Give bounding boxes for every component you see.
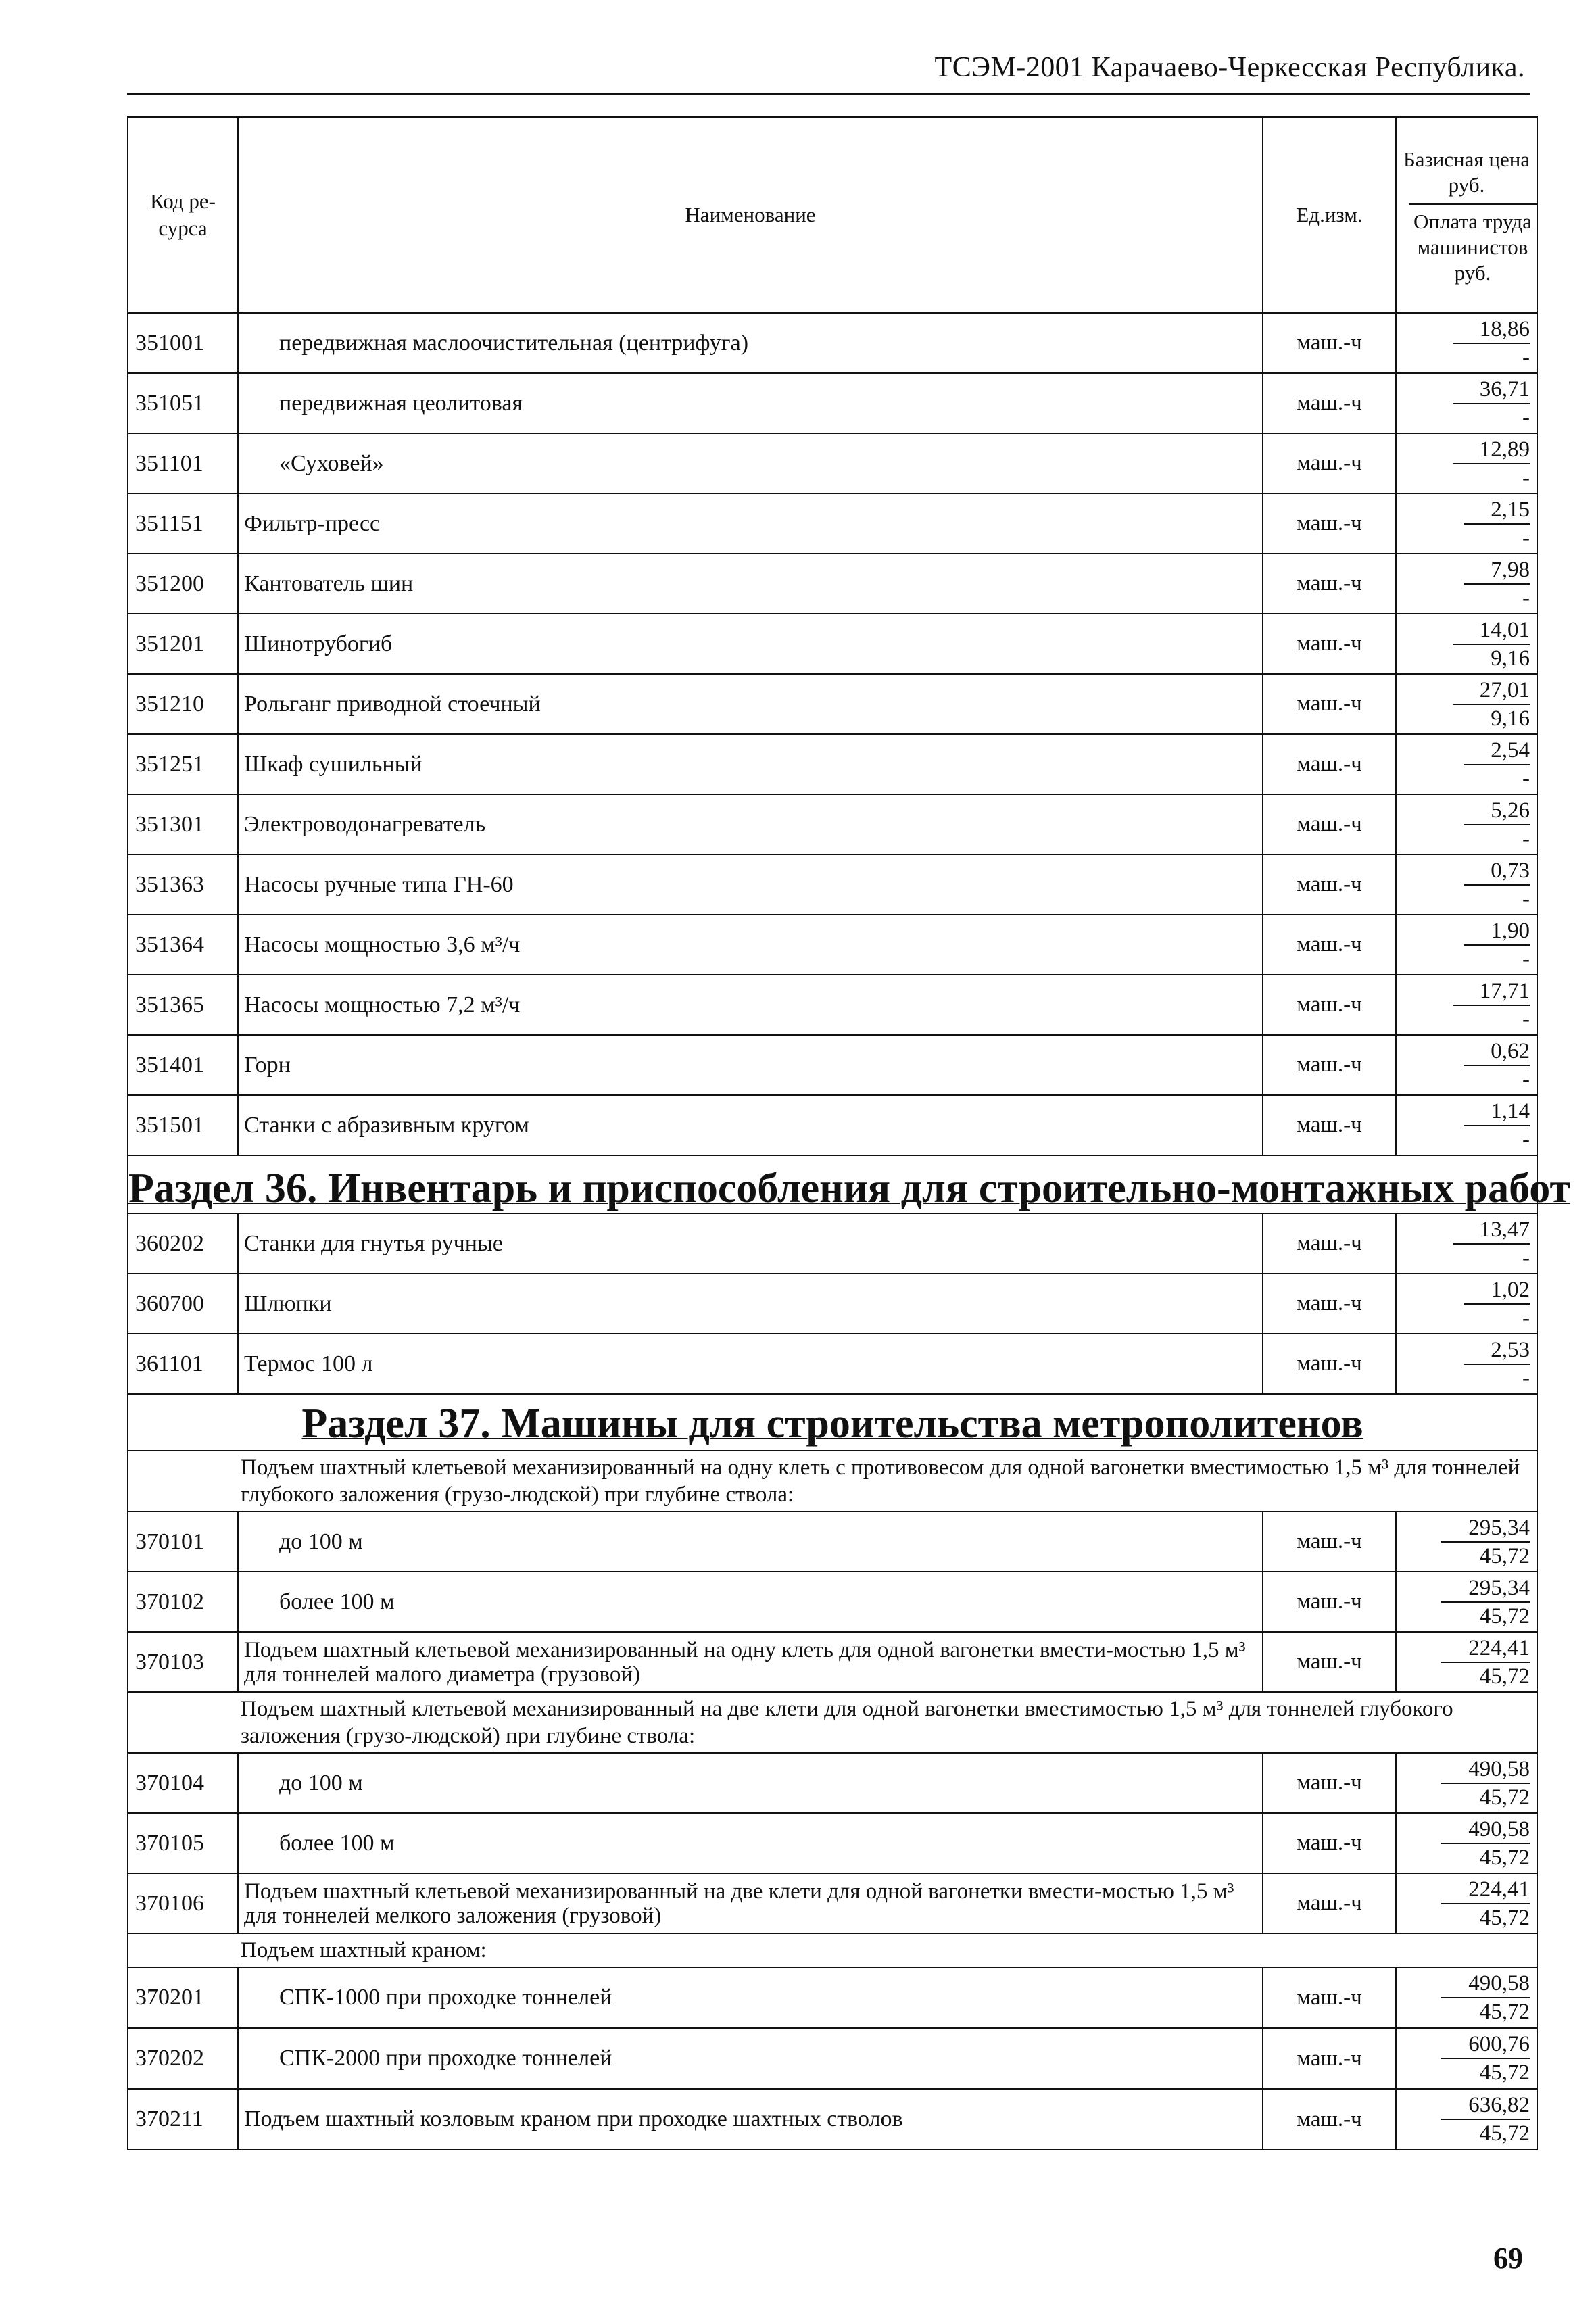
header-code — [128, 117, 238, 313]
base-price: 636,82 — [1441, 2092, 1530, 2120]
base-price: 27,01 — [1453, 677, 1530, 705]
resource-unit: маш.-ч — [1263, 1813, 1396, 1873]
operator-pay: - — [1522, 1366, 1530, 1391]
operator-pay: - — [1522, 1127, 1530, 1152]
resource-code: 351363 — [128, 854, 238, 915]
resource-code: 370106 — [128, 1873, 238, 1933]
table-row — [128, 373, 1537, 433]
resource-name: Термос 100 л — [238, 1334, 1263, 1394]
base-price: 12,89 — [1453, 436, 1530, 464]
operator-pay: - — [1522, 345, 1530, 370]
resource-code: 370101 — [128, 1512, 238, 1572]
price-cell — [1396, 313, 1537, 373]
table-row — [128, 1095, 1537, 1155]
section-36-header-row — [128, 1155, 1537, 1213]
resource-code: 351401 — [128, 1035, 238, 1095]
base-price: 1,90 — [1464, 917, 1530, 946]
resource-name: до 100 м — [238, 1753, 1263, 1813]
resource-code: 370102 — [128, 1572, 238, 1632]
header-price-base: Базисная цена руб. — [1403, 147, 1530, 197]
operator-pay: 45,72 — [1479, 1664, 1530, 1689]
resource-code: 370103 — [128, 1632, 238, 1692]
resource-unit: маш.-ч — [1263, 975, 1396, 1035]
price-cell — [1396, 373, 1537, 433]
resource-price-table — [127, 116, 1570, 2150]
resource-unit: маш.-ч — [1263, 2089, 1396, 2150]
resource-name: Подъем шахтный клетьевой механизированный на две клети для одной вагонетки вмести-мостью 1,5 м³ для тоннелей мелкого заложения (грузовой) — [238, 1873, 1263, 1933]
resource-unit: маш.-ч — [1263, 1274, 1396, 1334]
operator-pay: 45,72 — [1479, 2060, 1530, 2085]
header-code-label: Код ре-сурса — [150, 189, 216, 240]
base-price: 14,01 — [1453, 617, 1530, 645]
base-price: 36,71 — [1453, 376, 1530, 404]
resource-unit: маш.-ч — [1263, 1873, 1396, 1933]
table-row — [128, 915, 1537, 975]
section-36 — [128, 1155, 1570, 1213]
operator-pay: - — [1522, 886, 1530, 911]
page-number: 69 — [1493, 2242, 1523, 2275]
header-price — [1396, 117, 1537, 313]
price-cell — [1396, 1813, 1537, 1873]
resource-name: передвижная цеолитовая — [238, 373, 1263, 433]
group-1-row — [128, 1451, 1537, 1512]
section-37 — [128, 1394, 1537, 1512]
resource-unit: маш.-ч — [1263, 674, 1396, 734]
base-price: 600,76 — [1441, 2031, 1530, 2059]
operator-pay: - — [1522, 525, 1530, 550]
resource-code: 351210 — [128, 674, 238, 734]
resource-name: Электроводонагреватель — [238, 794, 1263, 854]
resource-unit: маш.-ч — [1263, 313, 1396, 373]
resource-unit: маш.-ч — [1263, 915, 1396, 975]
table-row — [128, 1213, 1537, 1274]
resource-code: 351200 — [128, 554, 238, 614]
table-row — [128, 1512, 1537, 1572]
resource-unit: маш.-ч — [1263, 1035, 1396, 1095]
resource-name: Подъем шахтный клетьевой механизированный на одну клеть для одной вагонетки вмести-мостью 1,5 м³ для тоннелей малого диаметра (грузовой) — [238, 1632, 1263, 1692]
base-price: 295,34 — [1441, 1514, 1530, 1543]
operator-pay: - — [1522, 405, 1530, 430]
resource-unit: маш.-ч — [1263, 433, 1396, 493]
table-row — [128, 975, 1537, 1035]
table-row — [128, 614, 1537, 674]
rows-group-2 — [128, 1753, 1537, 1933]
operator-pay: 45,72 — [1479, 1543, 1530, 1568]
rows-section-35 — [128, 313, 1537, 1155]
resource-name: более 100 м — [238, 1813, 1263, 1873]
base-price: 490,58 — [1441, 1816, 1530, 1844]
table-row — [128, 1334, 1537, 1394]
group-3-row — [128, 1933, 1537, 1967]
section-37-header-row — [128, 1394, 1537, 1451]
resource-unit: маш.-ч — [1263, 554, 1396, 614]
resource-unit: маш.-ч — [1263, 854, 1396, 915]
price-cell — [1396, 1274, 1537, 1334]
resource-name: до 100 м — [238, 1512, 1263, 1572]
price-cell — [1396, 1512, 1537, 1572]
table-row — [128, 493, 1537, 554]
section-37-title: Раздел 37. Машины для строительства метрополитенов — [301, 1401, 1363, 1447]
table-row — [128, 1753, 1537, 1813]
resource-unit: маш.-ч — [1263, 734, 1396, 794]
resource-name: Горн — [238, 1035, 1263, 1095]
resource-name: более 100 м — [238, 1572, 1263, 1632]
table-row — [128, 674, 1537, 734]
base-price: 5,26 — [1464, 797, 1530, 825]
resource-unit: маш.-ч — [1263, 2028, 1396, 2089]
document-header-title: ТСЭМ-2001 Карачаево-Черкесская Республика. — [934, 52, 1525, 83]
base-price: 224,41 — [1441, 1876, 1530, 1904]
resource-code: 351251 — [128, 734, 238, 794]
operator-pay: - — [1522, 1067, 1530, 1092]
resource-unit: маш.-ч — [1263, 1572, 1396, 1632]
resource-name: Насосы мощностью 7,2 м³/ч — [238, 975, 1263, 1035]
resource-name: передвижная маслоочистительная (центрифуга) — [238, 313, 1263, 373]
price-cell — [1396, 554, 1537, 614]
resource-name: Рольганг приводной стоечный — [238, 674, 1263, 734]
resource-name: Шинотрубогиб — [238, 614, 1263, 674]
header-unit: Ед.изм. — [1263, 117, 1396, 313]
table-row — [128, 1035, 1537, 1095]
price-cell — [1396, 1967, 1537, 2028]
price-cell — [1396, 2028, 1537, 2089]
operator-pay: 9,16 — [1491, 706, 1530, 731]
resource-code: 351301 — [128, 794, 238, 854]
operator-pay: - — [1522, 1007, 1530, 1032]
base-price: 2,54 — [1464, 737, 1530, 765]
resource-name: Насосы ручные типа ГН-60 — [238, 854, 1263, 915]
operator-pay: 45,72 — [1479, 2121, 1530, 2146]
table-row — [128, 433, 1537, 493]
price-cell — [1396, 674, 1537, 734]
resource-unit: маш.-ч — [1263, 794, 1396, 854]
price-cell — [1396, 1213, 1537, 1274]
table-row — [128, 854, 1537, 915]
base-price: 490,58 — [1441, 1756, 1530, 1784]
group-3-text: Подъем шахтный краном: — [128, 1933, 1537, 1967]
rows-section-36 — [128, 1213, 1537, 1394]
resource-unit: маш.-ч — [1263, 1213, 1396, 1274]
resource-code: 370104 — [128, 1753, 238, 1813]
operator-pay: - — [1522, 1245, 1530, 1270]
resource-code: 351201 — [128, 614, 238, 674]
operator-pay: 45,72 — [1479, 1603, 1530, 1629]
resource-code: 360700 — [128, 1274, 238, 1334]
base-price: 13,47 — [1453, 1216, 1530, 1245]
resource-name: Шкаф сушильный — [238, 734, 1263, 794]
base-price: 490,58 — [1441, 1970, 1530, 1998]
resource-name: Станки для гнутья ручные — [238, 1213, 1263, 1274]
base-price: 2,53 — [1464, 1336, 1530, 1365]
base-price: 224,41 — [1441, 1635, 1530, 1663]
price-cell — [1396, 734, 1537, 794]
operator-pay: 9,16 — [1491, 646, 1530, 671]
resource-code: 351151 — [128, 493, 238, 554]
table-row — [128, 794, 1537, 854]
table-row — [128, 1813, 1537, 1873]
operator-pay: - — [1522, 946, 1530, 971]
resource-name: Насосы мощностью 3,6 м³/ч — [238, 915, 1263, 975]
table-row — [128, 554, 1537, 614]
resource-name: СПК-1000 при проходке тоннелей — [238, 1967, 1263, 2028]
resource-name: Станки с абразивным кругом — [238, 1095, 1263, 1155]
price-cell — [1396, 433, 1537, 493]
price-cell — [1396, 1632, 1537, 1692]
price-cell — [1396, 794, 1537, 854]
price-cell — [1396, 1873, 1537, 1933]
table-header-row — [128, 117, 1537, 313]
operator-pay: - — [1522, 766, 1530, 791]
price-cell — [1396, 1095, 1537, 1155]
base-price: 7,98 — [1464, 556, 1530, 585]
table-row — [128, 2089, 1537, 2150]
resource-code: 360202 — [128, 1213, 238, 1274]
resource-code: 370201 — [128, 1967, 238, 2028]
resource-unit: маш.-ч — [1263, 1512, 1396, 1572]
resource-code: 351001 — [128, 313, 238, 373]
operator-pay: 45,72 — [1479, 1785, 1530, 1810]
resource-code: 351101 — [128, 433, 238, 493]
price-cell — [1396, 1035, 1537, 1095]
resource-code: 370211 — [128, 2089, 238, 2150]
price-cell — [1396, 854, 1537, 915]
resource-unit: маш.-ч — [1263, 1632, 1396, 1692]
table-row — [128, 1632, 1537, 1692]
resource-code: 351364 — [128, 915, 238, 975]
rows-group-3 — [128, 1967, 1537, 2150]
group-1-text: Подъем шахтный клетьевой механизированный на одну клеть с противовесом для одной вагонетки вместимостью 1,5 м³ для тоннелей глубокого заложения (грузо-людской) при глубине ствола: — [128, 1451, 1537, 1512]
operator-pay: - — [1522, 465, 1530, 490]
resource-code: 351501 — [128, 1095, 238, 1155]
base-price: 1,14 — [1464, 1098, 1530, 1126]
table-row — [128, 734, 1537, 794]
price-cell — [1396, 2089, 1537, 2150]
base-price: 1,02 — [1464, 1276, 1530, 1305]
price-cell — [1396, 975, 1537, 1035]
base-price: 0,73 — [1464, 857, 1530, 886]
base-price: 17,71 — [1453, 978, 1530, 1006]
table-row — [128, 1873, 1537, 1933]
price-cell — [1396, 915, 1537, 975]
operator-pay: 45,72 — [1479, 2000, 1530, 2024]
table-row — [128, 1967, 1537, 2028]
price-cell — [1396, 1753, 1537, 1813]
operator-pay: - — [1522, 585, 1530, 610]
resource-unit: маш.-ч — [1263, 373, 1396, 433]
resource-name: Подъем шахтный козловым краном при проходке шахтных стволов — [238, 2089, 1263, 2150]
operator-pay: - — [1522, 826, 1530, 851]
base-price: 0,62 — [1464, 1038, 1530, 1066]
resource-code: 361101 — [128, 1334, 238, 1394]
price-cell — [1396, 1572, 1537, 1632]
base-price: 295,34 — [1441, 1574, 1530, 1603]
resource-code: 370105 — [128, 1813, 238, 1873]
table-row — [128, 1572, 1537, 1632]
resource-unit: маш.-ч — [1263, 493, 1396, 554]
operator-pay: 45,72 — [1479, 1845, 1530, 1870]
resource-unit: маш.-ч — [1263, 1095, 1396, 1155]
group-2-text: Подъем шахтный клетьевой механизированный на две клети для одной вагонетки вместимостью 1,5 м³ для тоннелей глубокого заложения (грузо-людской) при глубине ствола: — [128, 1692, 1537, 1753]
header-name: Наименование — [238, 117, 1263, 313]
operator-pay: - — [1522, 1305, 1530, 1330]
resource-unit: маш.-ч — [1263, 1334, 1396, 1394]
resource-unit: маш.-ч — [1263, 614, 1396, 674]
resource-name: Кантователь шин — [238, 554, 1263, 614]
resource-name: «Суховей» — [238, 433, 1263, 493]
resource-code: 351365 — [128, 975, 238, 1035]
resource-name: Шлюпки — [238, 1274, 1263, 1334]
header-price-operator-pay: Оплата труда машинистов руб. — [1409, 203, 1537, 290]
price-cell — [1396, 1334, 1537, 1394]
base-price: 2,15 — [1464, 496, 1530, 525]
resource-code: 351051 — [128, 373, 238, 433]
resource-name: СПК-2000 при проходке тоннелей — [238, 2028, 1263, 2089]
resource-unit: маш.-ч — [1263, 1753, 1396, 1813]
table-row — [128, 2028, 1537, 2089]
resource-unit: маш.-ч — [1263, 1967, 1396, 2028]
resource-code: 370202 — [128, 2028, 238, 2089]
section-36-title: Раздел 36. Инвентарь и приспособления для строительно-монтажных работ — [128, 1165, 1570, 1211]
resource-name: Фильтр-пресс — [238, 493, 1263, 554]
price-cell — [1396, 614, 1537, 674]
table-row — [128, 1274, 1537, 1334]
operator-pay: 45,72 — [1479, 1905, 1530, 1930]
rows-group-1 — [128, 1512, 1537, 1692]
header-rule — [127, 93, 1530, 95]
price-cell — [1396, 493, 1537, 554]
base-price: 18,86 — [1453, 316, 1530, 344]
group-2-row — [128, 1692, 1537, 1753]
table-row — [128, 313, 1537, 373]
